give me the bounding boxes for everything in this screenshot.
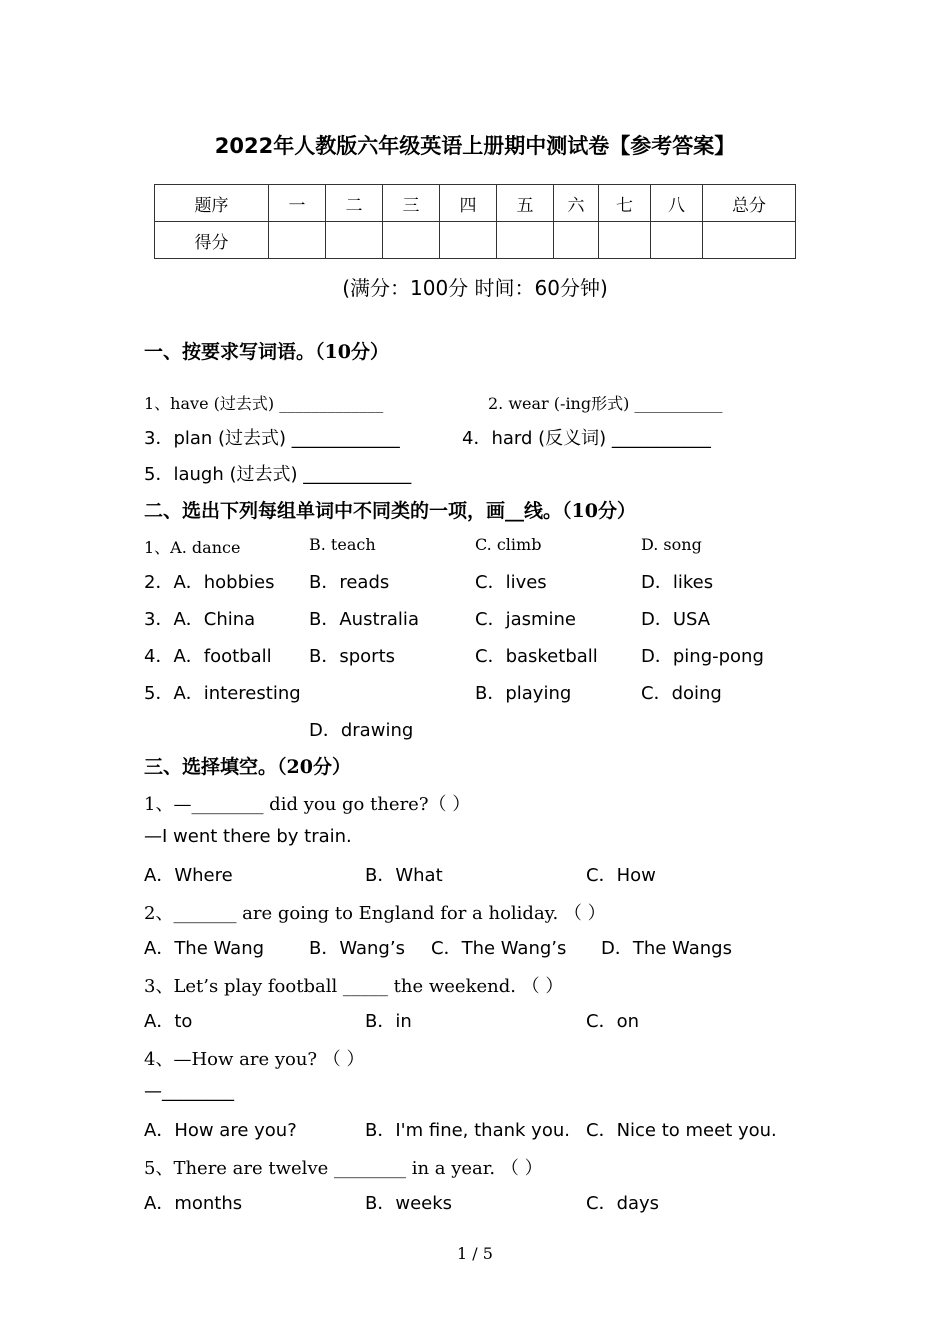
score-table-header-cell: 五 <box>497 185 554 222</box>
section2-heading: 二、选出下列每组单词中不同类的一项，画__线。（10分） <box>144 500 636 522</box>
question-4: 4、—How are you? （ ） <box>144 1049 365 1070</box>
question-3-option: C．on <box>586 1011 639 1032</box>
score-table-header-cell: 题序 <box>155 185 269 222</box>
score-cell[interactable] <box>383 222 440 259</box>
section2-option: 3．A．China <box>144 609 256 630</box>
score-cell[interactable] <box>269 222 326 259</box>
section2-option: C．lives <box>475 572 547 593</box>
section2-option: 5．A．interesting <box>144 683 301 704</box>
section1-heading: 一、按要求写词语。（10分） <box>144 341 389 363</box>
question-3: 3、Let’s play football _____ the weekend. （ ） <box>144 976 564 997</box>
score-table-header-cell: 总分 <box>703 185 796 222</box>
page-number: 1 / 5 <box>457 1244 493 1263</box>
section2-option: D．USA <box>641 609 711 630</box>
score-table-header-cell: 四 <box>440 185 497 222</box>
question-1-option: B．What <box>365 865 443 886</box>
score-table-header-cell: 七 <box>599 185 651 222</box>
question-1-option: C．How <box>586 865 656 886</box>
question-4-option: B．I'm fine, thank you. <box>365 1120 570 1141</box>
score-table-header-cell: 二 <box>326 185 383 222</box>
section2-option: C．doing <box>641 683 722 704</box>
score-cell[interactable] <box>440 222 497 259</box>
score-table-header-cell: 一 <box>269 185 326 222</box>
score-cell[interactable] <box>599 222 651 259</box>
score-table-row-label: 得分 <box>155 222 269 259</box>
question-2-option: C．The Wang’s <box>431 938 567 959</box>
question-2-option: D．The Wangs <box>601 938 732 959</box>
section3-heading: 三、选择填空。（20分） <box>144 756 351 778</box>
question-5-option: C．days <box>586 1193 660 1214</box>
section2-option: B. teach <box>309 535 376 554</box>
section2-option: 4．A．football <box>144 646 272 667</box>
question-3-option: B．in <box>365 1011 412 1032</box>
score-cell[interactable] <box>326 222 383 259</box>
score-cell[interactable] <box>651 222 703 259</box>
section1-item: 2. wear (-ing形式) ___________ <box>488 394 723 413</box>
page-title: 2022年人教版六年级英语上册期中测试卷【参考答案】 <box>214 134 736 158</box>
section2-option: C．basketball <box>475 646 598 667</box>
section1-item: 1、have (过去式) _____________ <box>144 394 384 413</box>
section2-option: B．playing <box>475 683 572 704</box>
exam-info: (满分：100分 时间：60分钟) <box>342 276 608 300</box>
question-1-answer-line: —I went there by train. <box>144 826 352 847</box>
question-2-option: B．Wang’s <box>309 938 405 959</box>
section2-option: D．drawing <box>309 720 414 741</box>
section2-option: D．likes <box>641 572 714 593</box>
score-table-score-row <box>155 222 796 259</box>
question-2: 2、_______ are going to England for a holiday. （ ） <box>144 903 606 924</box>
section2-option: D. song <box>641 535 702 554</box>
section2-option: B．sports <box>309 646 396 667</box>
question-5: 5、There are twelve ________ in a year. （ ） <box>144 1158 543 1179</box>
question-4-option: C．Nice to meet you. <box>586 1120 777 1141</box>
section1-item: 4．hard (反义词) ___________ <box>462 428 711 449</box>
section2-option: C. climb <box>475 535 542 554</box>
score-cell[interactable] <box>554 222 599 259</box>
section2-option: B．Australia <box>309 609 419 630</box>
score-table-header-cell: 三 <box>383 185 440 222</box>
score-table-header-cell: 六 <box>554 185 599 222</box>
section2-option: 2．A．hobbies <box>144 572 275 593</box>
question-4-option: A．How are you? <box>144 1120 297 1141</box>
score-table-header-row <box>155 185 796 222</box>
question-3-option: A．to <box>144 1011 193 1032</box>
score-cell[interactable] <box>497 222 554 259</box>
question-5-option: B．weeks <box>365 1193 453 1214</box>
question-5-option: A．months <box>144 1193 243 1214</box>
section1-item: 3．plan (过去式) ____________ <box>144 428 400 449</box>
question-4-answer-line: —________ <box>144 1081 234 1102</box>
section1-item: 5．laugh (过去式) ____________ <box>144 464 412 485</box>
section2-option: 1、A. dance <box>144 538 241 557</box>
score-cell[interactable] <box>703 222 796 259</box>
section2-option: C．jasmine <box>475 609 576 630</box>
question-2-option: A．The Wang <box>144 938 265 959</box>
section2-option: D．ping-pong <box>641 646 764 667</box>
score-table-header-cell: 八 <box>651 185 703 222</box>
section2-option: B．reads <box>309 572 390 593</box>
question-1-option: A．Where <box>144 865 233 886</box>
score-table <box>154 184 796 259</box>
question-1: 1、—________ did you go there?（ ） <box>144 794 471 815</box>
